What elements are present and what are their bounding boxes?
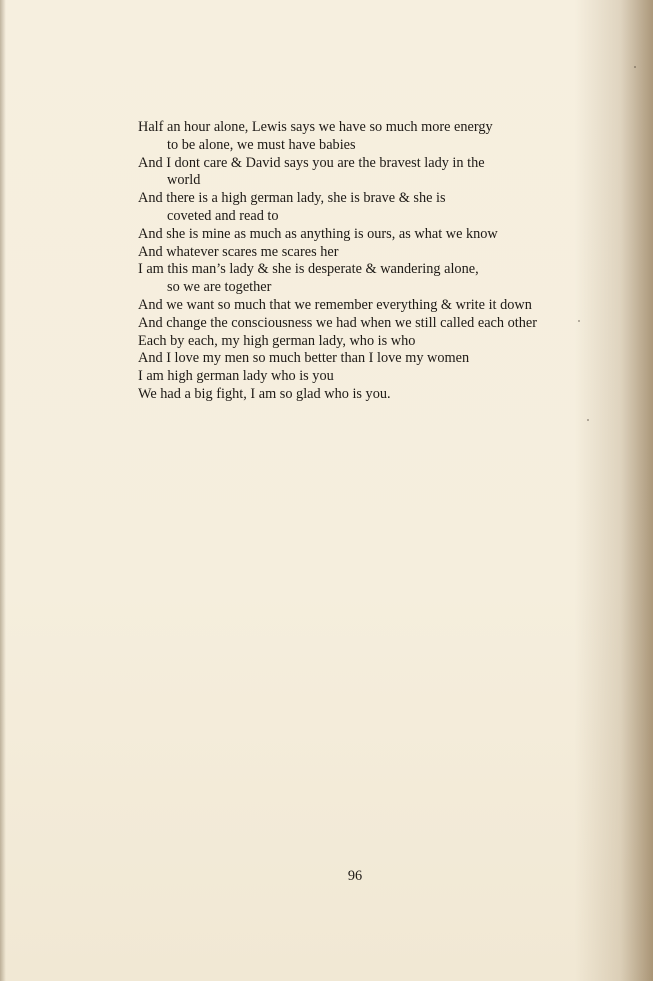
page-number: 96 bbox=[347, 868, 363, 884]
poem-line: And change the consciousness we had when we still called each other bbox=[138, 314, 537, 331]
poem-line: I am high german lady who is you bbox=[138, 368, 334, 385]
poem-line: world bbox=[167, 172, 201, 189]
poem-line: And there is a high german lady, she is brave & she is bbox=[138, 190, 446, 207]
paper-speck bbox=[587, 419, 589, 421]
page-gutter-shadow bbox=[0, 0, 6, 981]
poem-line: so we are together bbox=[167, 279, 272, 296]
poem-line: And I dont care & David says you are the bravest lady in the bbox=[138, 154, 485, 171]
poem-line: And I love my men so much better than I love my women bbox=[138, 350, 470, 367]
poem-line: I am this man’s lady & she is desperate & wandering alone, bbox=[138, 261, 479, 278]
paper-speck bbox=[578, 320, 580, 322]
poem-text bbox=[138, 119, 578, 404]
paper-speck bbox=[634, 66, 636, 68]
poem-line: And she is mine as much as anything is ours, as what we know bbox=[138, 225, 498, 242]
poem-line: Half an hour alone, Lewis says we have so much more energy bbox=[138, 119, 493, 135]
poem-line: coveted and read to bbox=[167, 207, 279, 224]
poem-line: And whatever scares me scares her bbox=[138, 243, 339, 260]
poem-line: And we want so much that we remember everything & write it down bbox=[138, 296, 532, 313]
poem-line: Each by each, my high german lady, who is who bbox=[138, 332, 416, 349]
poem-line: We had a big fight, I am so glad who is you. bbox=[138, 385, 391, 402]
poem-line: to be alone, we must have babies bbox=[167, 136, 356, 153]
